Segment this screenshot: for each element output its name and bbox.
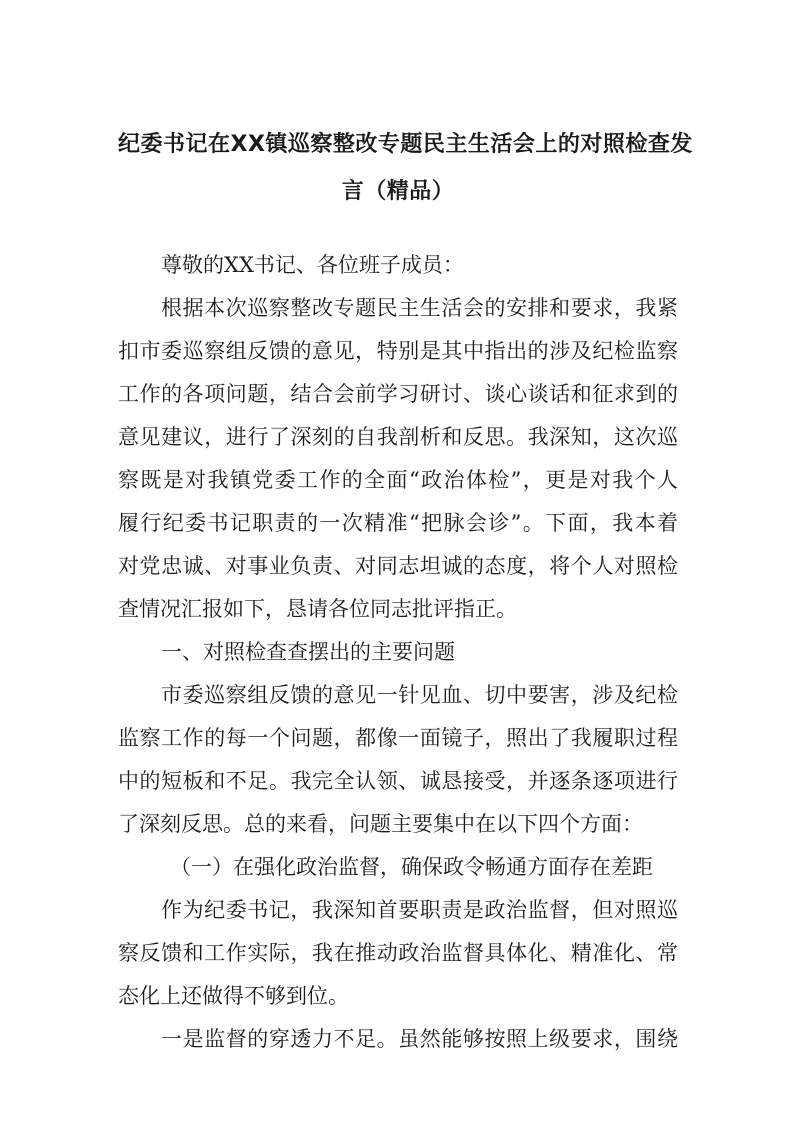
paragraph-line: 中的短板和不足。我完全认领、诚恳接受，并逐条逐项进行 bbox=[118, 769, 678, 793]
subsection-heading: （一）在强化政治监督，确保政令畅通方面存在差距 bbox=[170, 855, 653, 879]
paragraph-line: 一是监督的穿透力不足。虽然能够按照上级要求，围绕 bbox=[161, 1027, 678, 1051]
paragraph-line: 察反馈和工作实际，我在推动政治监督具体化、精准化、常 bbox=[118, 941, 678, 965]
paragraph-line: 查情况汇报如下，恳请各位同志批评指正。 bbox=[118, 597, 517, 621]
section-heading: 一、对照检查查摆出的主要问题 bbox=[161, 640, 455, 664]
paragraph-line: 对党忠诚、对事业负责、对同志坦诚的态度，将个人对照检 bbox=[118, 554, 678, 578]
paragraph-line: 意见建议，进行了深刻的自我剖析和反思。我深知，这次巡 bbox=[118, 425, 678, 449]
paragraph-line: 市委巡察组反馈的意见一针见血、切中要害，涉及纪检 bbox=[161, 683, 678, 707]
paragraph-line: 履行纪委书记职责的一次精准“把脉会诊”。下面，我本着 bbox=[118, 511, 678, 535]
document-title-line-2: 言（精品） bbox=[341, 179, 455, 204]
paragraph-line: 扣市委巡察组反馈的意见，特别是其中指出的涉及纪检监察 bbox=[118, 339, 678, 363]
paragraph-line: 根据本次巡察整改专题民主生活会的安排和要求，我紧 bbox=[161, 296, 678, 320]
paragraph-line: 作为纪委书记，我深知首要职责是政治监督，但对照巡 bbox=[161, 898, 678, 922]
paragraph-line: 工作的各项问题，结合会前学习研讨、谈心谈话和征求到的 bbox=[118, 382, 678, 406]
paragraph-line: 态化上还做得不够到位。 bbox=[118, 984, 349, 1008]
paragraph-line: 监察工作的每一个问题，都像一面镜子，照出了我履职过程 bbox=[118, 726, 678, 750]
document-title-line-1: 纪委书记在XX镇巡察整改专题民主生活会上的对照检查发 bbox=[118, 132, 693, 157]
paragraph-line: 了深刻反思。总的来看，问题主要集中在以下四个方面： bbox=[118, 812, 643, 836]
salutation: 尊敬的XX书记、各位班子成员： bbox=[161, 253, 464, 277]
paragraph-line: 察既是对我镇党委工作的全面“政治体检”，更是对我个人 bbox=[118, 468, 678, 492]
